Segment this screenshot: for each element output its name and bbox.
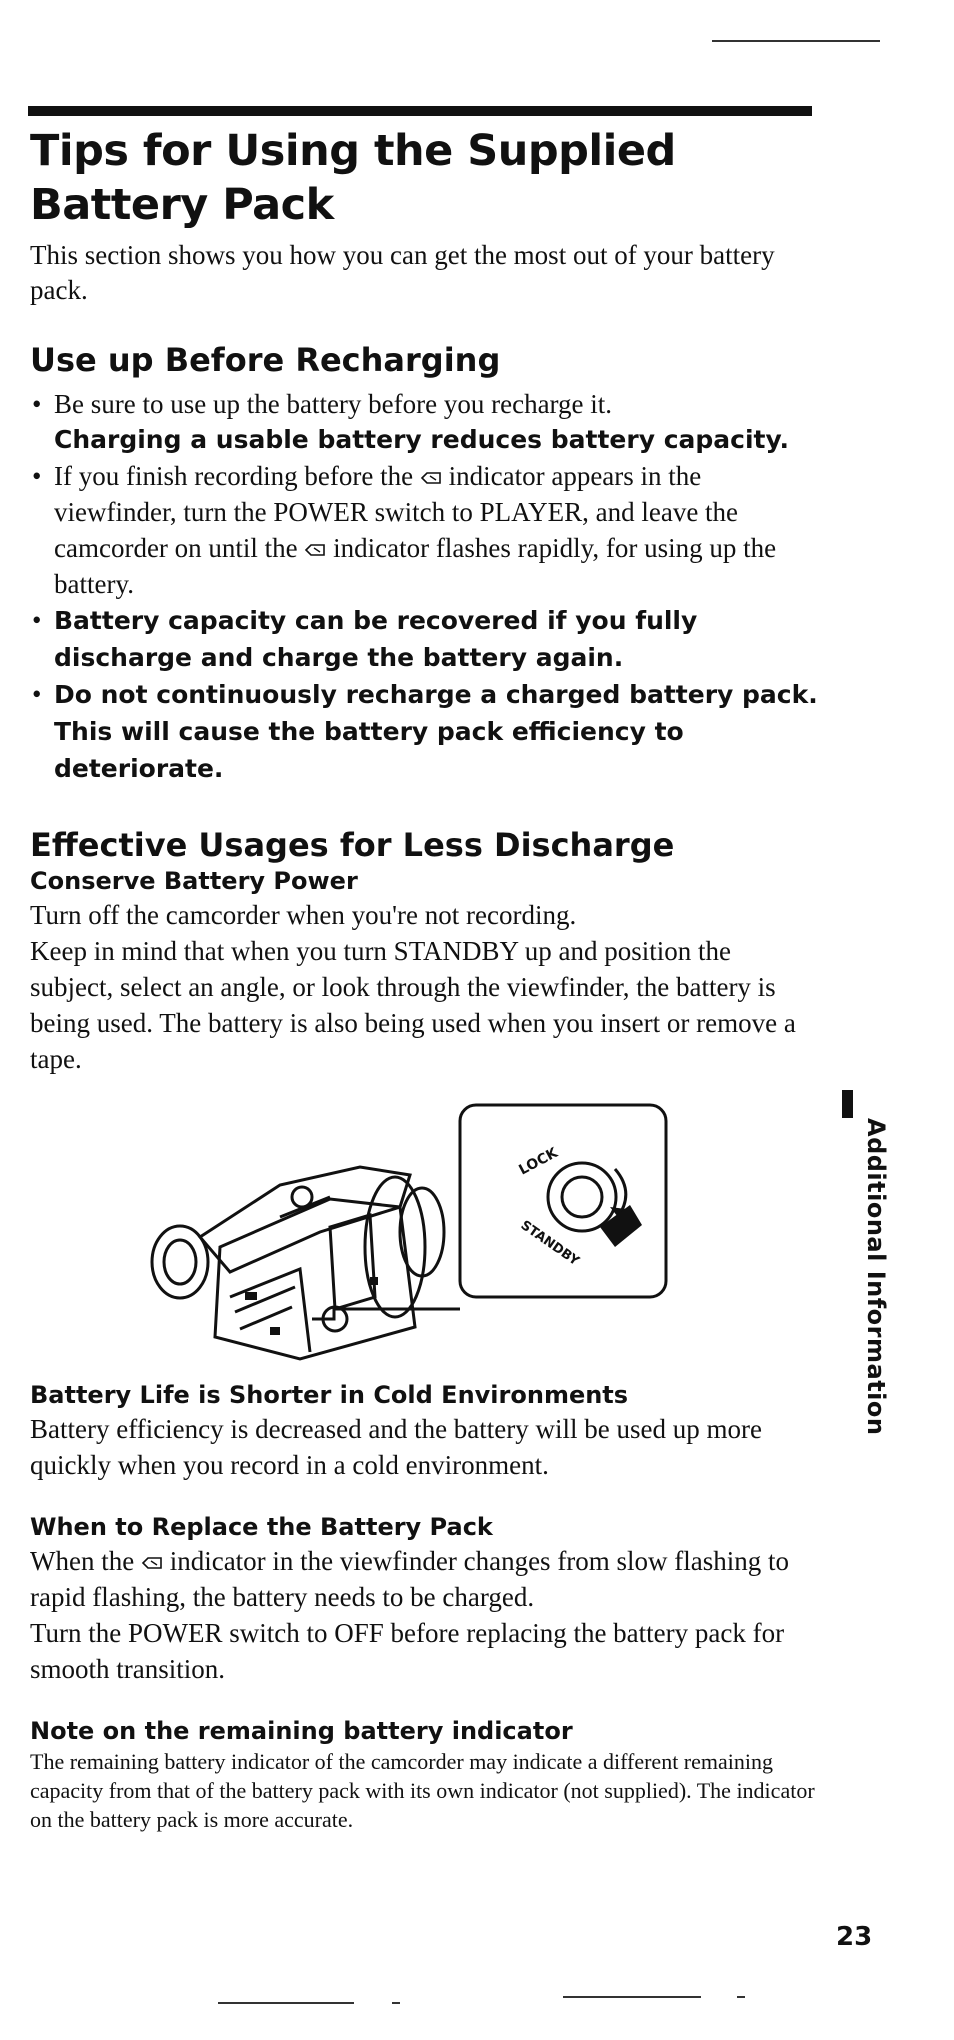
intro-text: This section shows you how you can get the most out of your battery pack. xyxy=(30,240,775,305)
cold-text: Battery efficiency is decreased and the battery will be used up more quickly when you record in a cold environment. xyxy=(30,1414,762,1480)
list-item: • If you finish recording before the indicator appears in the viewfinder, turn the POWER switch to PLAYER, and leave the camcorder on until the indicator flashes rapidly, for using up the battery. xyxy=(30,458,820,602)
camcorder-drawing xyxy=(30,1097,820,1379)
bottom-line xyxy=(218,2002,354,2004)
use-up-heading: Use up Before Recharging xyxy=(30,341,501,379)
camcorder-body xyxy=(215,1199,415,1359)
battery-indicator-icon xyxy=(420,470,442,486)
effective-para-1: Turn off the camcorder when you're not recording. xyxy=(30,900,577,930)
use-up-list xyxy=(30,386,820,787)
section-cold xyxy=(30,1379,820,1483)
section-note xyxy=(30,1715,820,1834)
list-item: • Be sure to use up the battery before you recharge it. Charging a usable battery reduces battery capacity. xyxy=(30,386,820,458)
lens-front xyxy=(400,1188,444,1276)
camcorder-illustration xyxy=(30,1097,820,1379)
note-heading: Note on the remaining battery indicator xyxy=(30,1717,573,1745)
note-text: The remaining battery indicator of the camcorder may indicate a different remaining capacity from that of the battery pack with its own indicator (not supplied). The indicator on the battery pack is more accurate. xyxy=(30,1749,815,1832)
side-tab-marker xyxy=(842,1090,853,1118)
cold-heading: Battery Life is Shorter in Cold Environments xyxy=(30,1381,629,1409)
battery-indicator-icon xyxy=(141,1555,163,1571)
page-title: Tips for Using the Supplied Battery Pack xyxy=(30,126,676,230)
replace-para-2: Turn the POWER switch to OFF before replacing the battery pack for smooth transition. xyxy=(30,1618,785,1684)
side-tab-label: Additional Information xyxy=(862,1118,890,1436)
lock-label: LOCK xyxy=(516,1144,561,1179)
bullet-dot: • xyxy=(32,461,42,491)
top-margin-line xyxy=(712,40,880,42)
bottom-line xyxy=(392,2002,400,2004)
section-use-up xyxy=(30,340,820,787)
bottom-line xyxy=(563,1996,701,1998)
bullet-dot: • xyxy=(32,605,42,635)
section-rule xyxy=(28,106,812,116)
bullet-dot: • xyxy=(32,679,42,709)
power-dial xyxy=(548,1163,616,1231)
list-item: • Do not continuously recharge a charged battery pack. This will cause the battery pack efficiency to deteriorate. xyxy=(30,676,820,787)
effective-para-2: Keep in mind that when you turn STANDBY up and position the subject, select an angle, or look through the viewfinder, the battery is being used. The battery is also being used when you insert or remove a tape. xyxy=(30,936,796,1074)
page-content xyxy=(30,124,820,1834)
list-item: • Battery capacity can be recovered if you fully discharge and charge the battery again. xyxy=(30,602,820,676)
replace-heading: When to Replace the Battery Pack xyxy=(30,1513,493,1541)
bullet-dot: • xyxy=(32,389,42,419)
camcorder-top xyxy=(200,1167,410,1272)
standby-label: STANDBY xyxy=(517,1217,582,1270)
conserve-subheading: Conserve Battery Power xyxy=(30,867,358,895)
battery-indicator-icon xyxy=(304,542,326,558)
bottom-line xyxy=(737,1996,745,1998)
section-effective xyxy=(30,825,820,1077)
effective-heading: Effective Usages for Less Discharge xyxy=(30,826,675,864)
replace-para-1: When the indicator in the viewfinder changes from slow flashing to rapid flashing, the battery needs to be charged. xyxy=(30,1546,790,1612)
page-number: 23 xyxy=(836,1922,873,1952)
section-replace xyxy=(30,1511,820,1687)
